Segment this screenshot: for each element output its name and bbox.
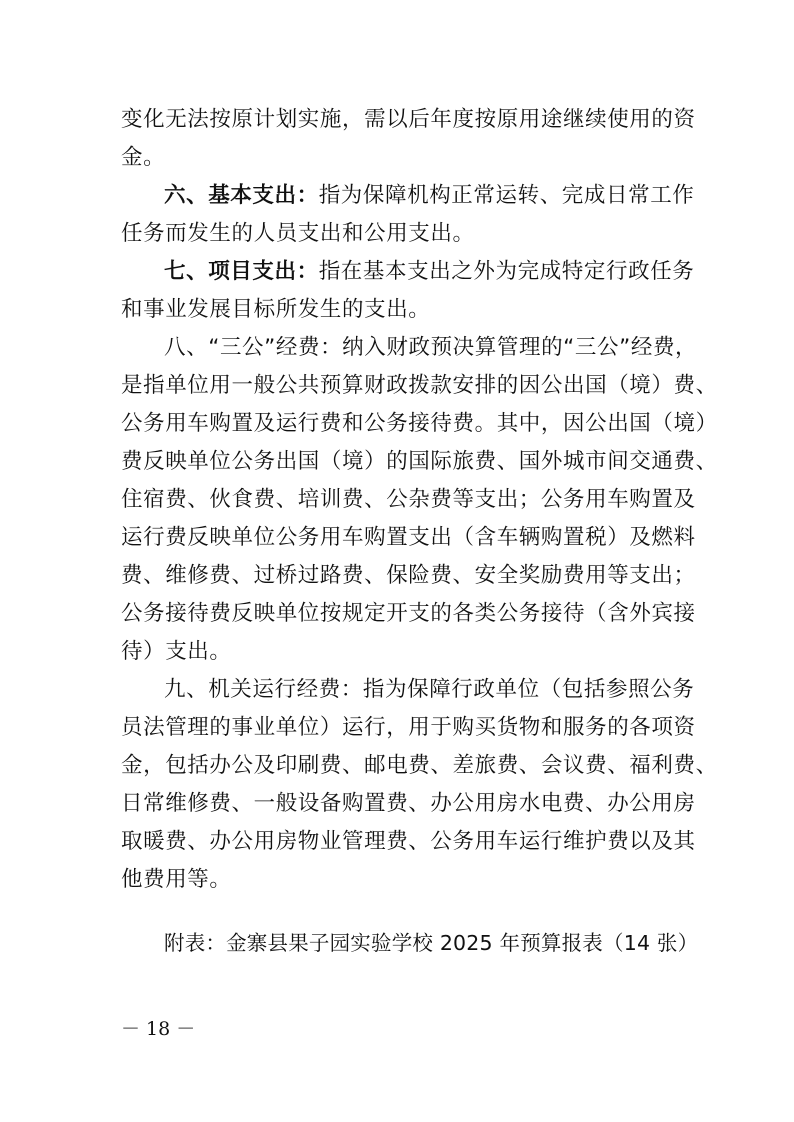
body-line: 公务用车购置及运行费和公务接待费。其中，因公出国（境） bbox=[121, 411, 718, 436]
page-number: － 18 － bbox=[121, 1018, 196, 1040]
section-heading: 六、基本支出： bbox=[164, 183, 319, 208]
body-line: 待）支出。 bbox=[121, 639, 232, 664]
body-line: 员法管理的事业单位）运行，用于购买货物和服务的各项资 bbox=[121, 715, 696, 740]
paragraph-basic-expenditure bbox=[164, 182, 724, 210]
body-line: 费、维修费、过桥过路费、保险费、安全奖励费用等支出； bbox=[121, 563, 696, 588]
body-line: 任务而发生的人员支出和公用支出。 bbox=[121, 221, 475, 246]
body-line: 他费用等。 bbox=[121, 867, 232, 892]
body-line: 八、“三公”经费：纳入财政预决算管理的“三公”经费， bbox=[164, 335, 698, 360]
body-line: 住宿费、伙食费、培训费、公杂费等支出；公务用车购置及 bbox=[121, 487, 696, 512]
body-line: 是指单位用一般公共预算财政拨款安排的因公出国（境）费、 bbox=[121, 373, 718, 398]
body-line: 日常维修费、一般设备购置费、办公用房水电费、办公用房 bbox=[121, 791, 696, 816]
body-line: 取暖费、办公用房物业管理费、公务用车运行维护费以及其 bbox=[121, 829, 696, 854]
paragraph-project-expenditure bbox=[164, 258, 724, 286]
body-line: 金，包括办公及印刷费、邮电费、差旅费、会议费、福利费、 bbox=[121, 753, 718, 778]
section-heading: 七、项目支出： bbox=[164, 259, 319, 284]
body-text: 指在基本支出之外为完成特定行政任务 bbox=[318, 259, 695, 284]
body-text: 指为保障机构正常运转、完成日常工作 bbox=[318, 183, 695, 208]
body-line: 金。 bbox=[121, 145, 166, 170]
body-line: 费反映单位公务出国（境）的国际旅费、国外城市间交通费、 bbox=[121, 449, 718, 474]
body-line: 九、机关运行经费：指为保障行政单位（包括参照公务 bbox=[164, 677, 695, 702]
body-line: 公务接待费反映单位按规定开支的各类公务接待（含外宾接 bbox=[121, 601, 696, 626]
appendix-note: 附表：金寨县果子园实验学校 2025 年预算报表（14 张） bbox=[164, 931, 699, 955]
body-line: 运行费反映单位公务用车购置支出（含车辆购置税）及燃料 bbox=[121, 525, 696, 550]
body-line: 和事业发展目标所发生的支出。 bbox=[121, 297, 431, 322]
body-line: 变化无法按原计划实施，需以后年度按原用途继续使用的资 bbox=[121, 107, 696, 132]
